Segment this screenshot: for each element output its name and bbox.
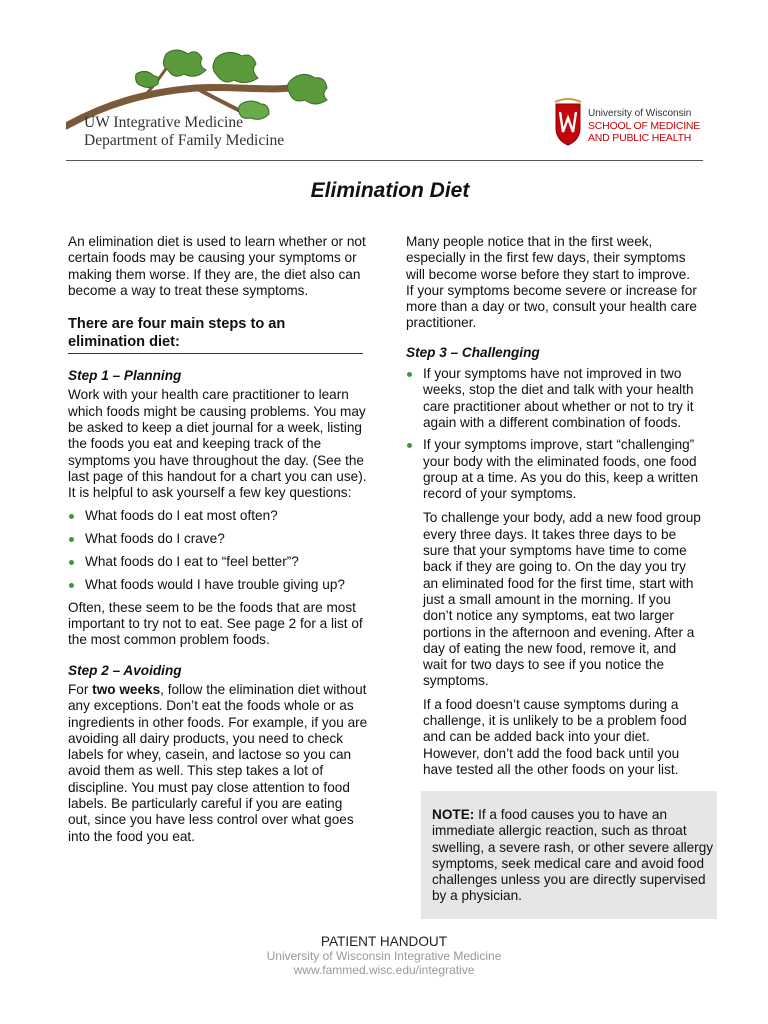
step1-after-paragraph: Often, these seem to be the foods that are most important to try not to eat. See page 2 for a list of the most common problem foods. (68, 599, 363, 648)
intro-paragraph: An elimination diet is used to learn whether or not certain foods may be causing your symptoms or making them worse. If they are, the diet also can become a way to treat these symptoms. (68, 234, 366, 298)
step2-heading: Step 2 – Avoiding (68, 662, 182, 678)
note-label: NOTE: (432, 807, 475, 822)
step1-heading: Step 1 – Planning (68, 368, 182, 384)
list-item: What foods do I crave? (68, 531, 368, 547)
uw-integrative-medicine-logo (66, 44, 356, 154)
footer-title: PATIENT HANDOUT (320, 934, 448, 949)
step3-heading: Step 3 – Challenging (406, 344, 540, 360)
footer-organization: University of Wisconsin Integrative Medicine (266, 949, 502, 963)
logo-line-integrative-medicine: UW Integrative Medicine (84, 114, 243, 131)
four-steps-heading: There are four main steps to an elimination diet: (68, 316, 286, 351)
list-item: What foods do I eat to “feel better”? (68, 554, 368, 570)
note-text (432, 807, 714, 905)
list-item: What foods do I eat most often? (68, 508, 368, 524)
right-intro-paragraph: Many people notice that in the first week, especially in the first few days, their symptoms will become worse before they start to improve. If your symptoms become severe or increase for more than a day or two, consult your health care practitioner. (406, 234, 697, 331)
logo-line-family-medicine: Department of Family Medicine (84, 132, 285, 149)
step1-paragraph: Work with your health care practitioner to learn which foods might be causing problems. You may be asked to keep a diet journal for a week, listing the foods you eat and keeping track of the symptoms you have throughout the day. (See the last page of this handout for a chart you can use). It is helpful to ask yourself a few key questions: (68, 387, 367, 501)
challenge-paragraph: To challenge your body, add a new food group every three days. It takes three days to be sure that your symptoms have time to come back if they are going to. On the day you try an eliminated food for the first time, start with just a small amount in the morning. If you don’t notice any symptoms, eat two larger portions in the afternoon and evening. After a day of eating the new food, remove it, and wait for two days to see if you notice the symptoms. (423, 510, 701, 689)
note-body: If a food causes you to have an immediate allergic reaction, such as throat swelling, a severe rash, or other severe allergy symptoms, seek medical care and avoid food challenges unless you are directly supervised by a physician. (432, 807, 714, 904)
no-symptoms-paragraph: If a food doesn’t cause symptoms during a challenge, it is unlikely to be a problem food and can be added back into your diet. However, don’t add the food back until you have tested all the other foods on your list. (423, 696, 687, 777)
left-column (68, 234, 368, 845)
uw-school-of-medicine-logo (553, 98, 703, 150)
list-item: If your symptoms have not improved in two weeks, stop the diet and talk with your health care practitioner about whether or not to try it again with a different combination of foods. (406, 366, 701, 431)
footer-url: www.fammed.wisc.edu/integrative (293, 963, 475, 977)
list-item: If your symptoms improve, start “challenging” your body with the eliminated foods, one food group at a time. As you do this, keep a written record of your symptoms. (406, 437, 701, 502)
uw-crest-icon (553, 98, 583, 146)
page-title: Elimination Diet (310, 179, 470, 202)
list-item: What foods would I have trouble giving up? (68, 577, 368, 593)
school-name-line2: AND PUBLIC HEALTH (588, 132, 692, 144)
step2-bold-duration: two weeks (92, 681, 161, 697)
right-column (406, 234, 718, 778)
step2-paragraph (68, 682, 368, 845)
school-name-line1: SCHOOL OF MEDICINE (588, 120, 701, 132)
step2-lead: For (68, 681, 93, 697)
uw-name: University of Wisconsin (588, 108, 692, 119)
header-divider (66, 160, 703, 161)
step2-text: , follow the elimination diet without any exceptions. Don’t eat the foods whole or as ingredients in other foods. For example, if you are avoiding all dairy products, you need to check labels for whey, casein, and lactose so you can avoid them as well. This step takes a lot of discipline. You must pay close attention to food labels. Be particularly careful if you are eating out, since you have less control over what goes into the food you eat. (68, 681, 368, 844)
step3-list (406, 366, 718, 502)
key-questions-list (68, 508, 368, 594)
note-box (421, 791, 717, 919)
